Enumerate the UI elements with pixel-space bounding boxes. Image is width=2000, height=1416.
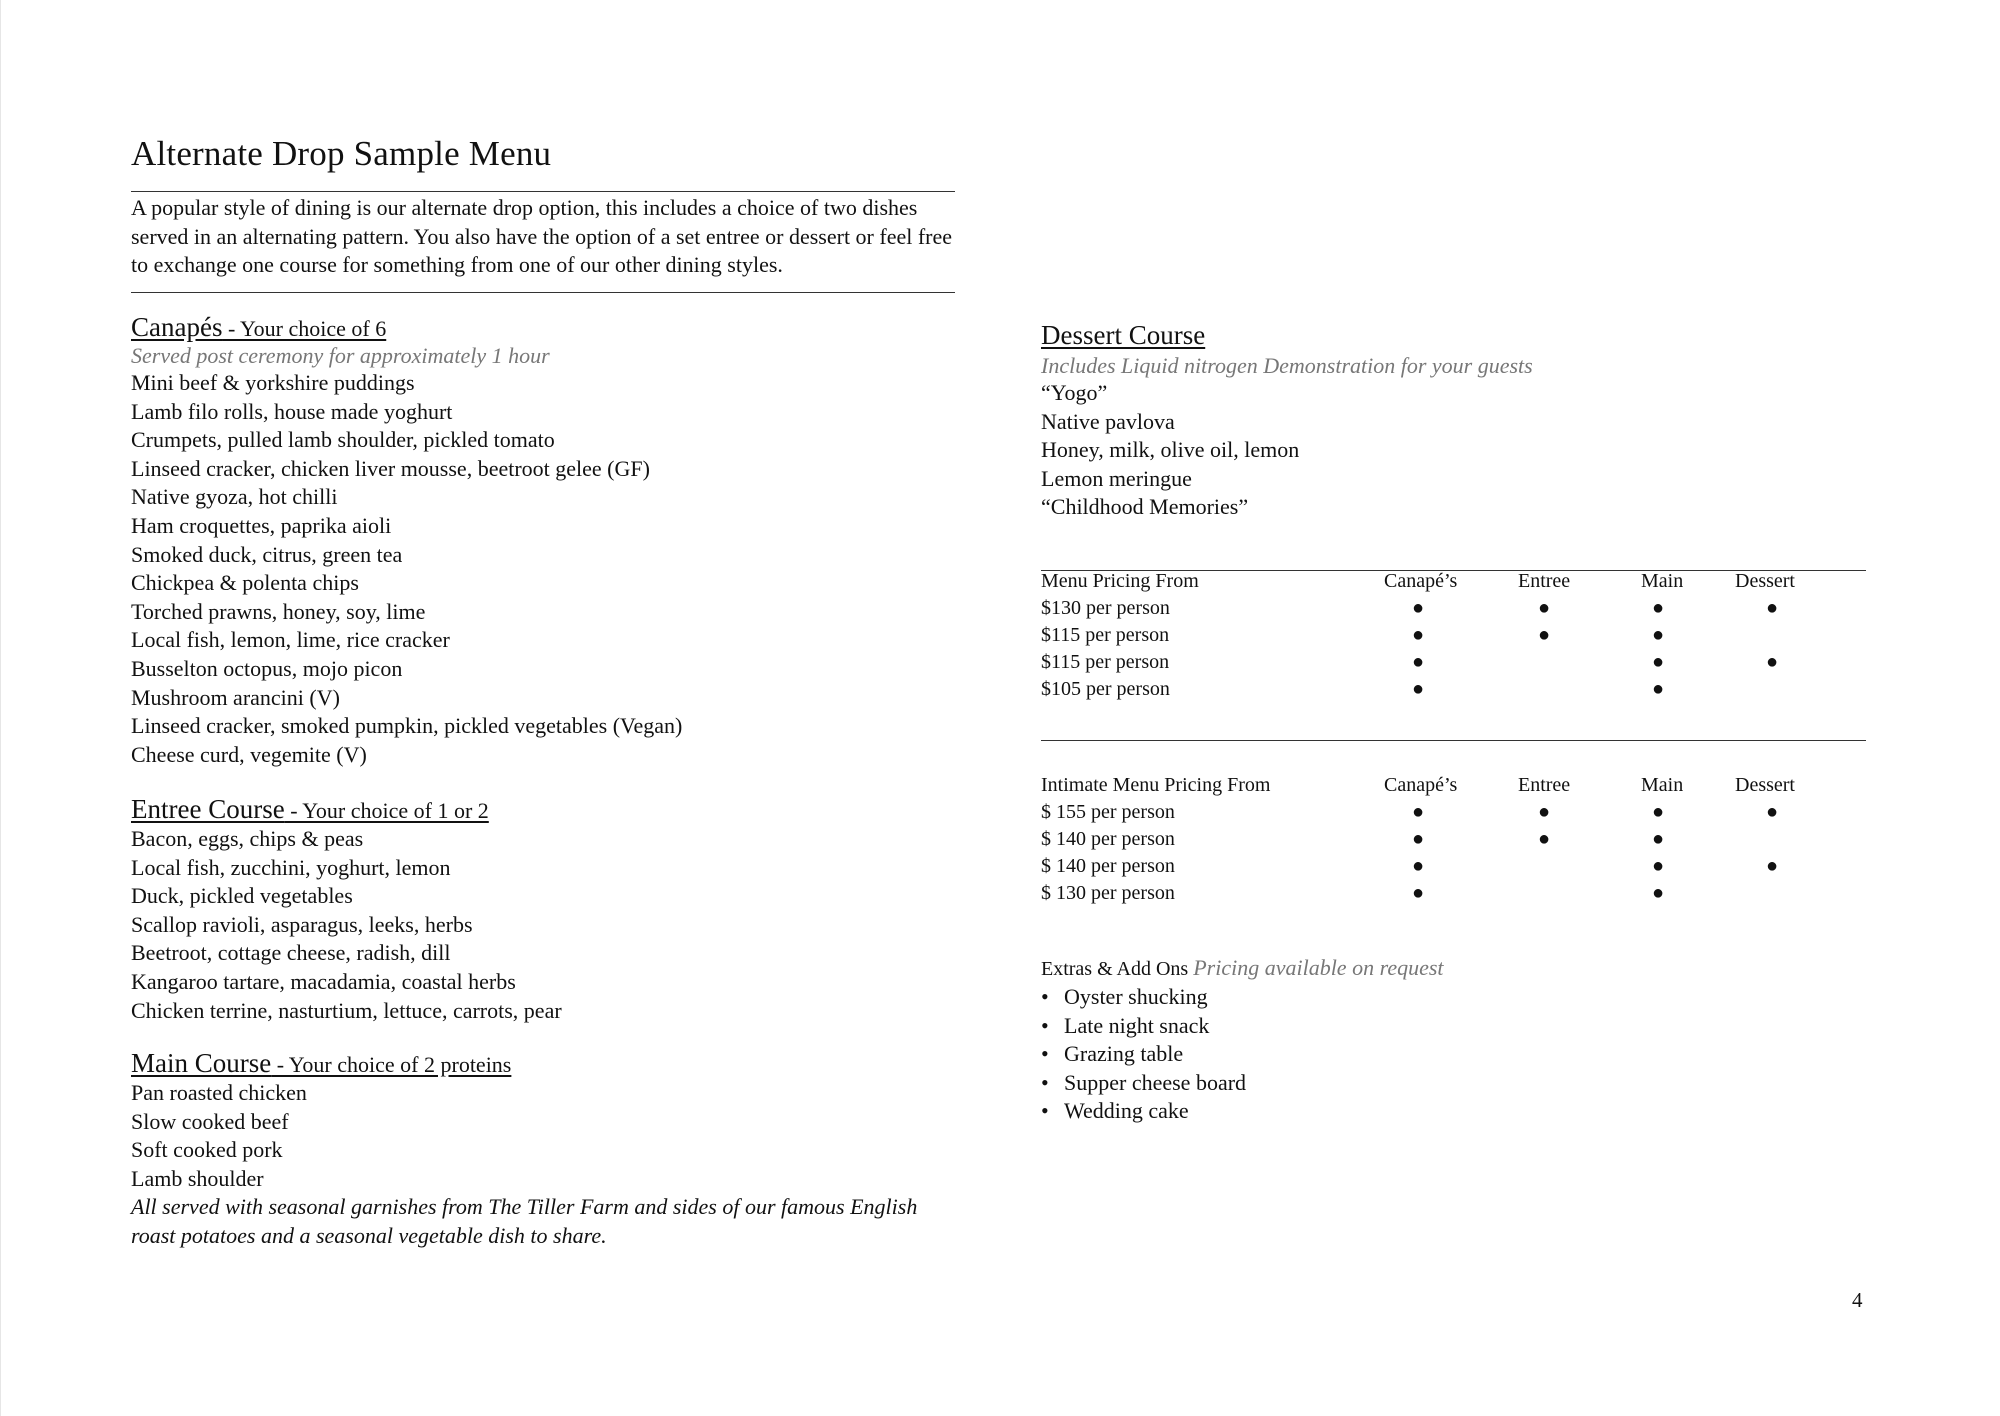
pricing-label: Menu Pricing From bbox=[1041, 570, 1199, 592]
intimate-pricing-row bbox=[1041, 801, 1866, 828]
intimate-pricing-mark: ● bbox=[1652, 828, 1665, 850]
entree-list bbox=[131, 825, 562, 1025]
list-item: Cheese curd, vegemite (V) bbox=[131, 741, 367, 767]
canapes-note: Served post ceremony for approximately 1 hour bbox=[131, 343, 550, 368]
intimate-pricing-price: $ 130 per person bbox=[1041, 882, 1175, 904]
list-item-text: Grazing table bbox=[1064, 1041, 1184, 1067]
pricing-row bbox=[1041, 678, 1866, 705]
list-item: Native gyoza, hot chilli bbox=[131, 484, 338, 510]
pricing-table bbox=[1041, 570, 1866, 705]
list-item: Native pavlova bbox=[1041, 408, 1175, 434]
intimate-pricing-row bbox=[1041, 882, 1866, 909]
intimate-pricing-mark: ● bbox=[1652, 882, 1665, 904]
pricing-price: $115 per person bbox=[1041, 651, 1170, 673]
list-item: Bacon, eggs, chips & peas bbox=[131, 826, 364, 851]
entree-heading-text: Entree Course bbox=[131, 794, 285, 824]
pricing-mark: ● bbox=[1412, 597, 1425, 619]
list-item bbox=[1041, 1069, 1444, 1098]
pricing-price: $105 per person bbox=[1041, 678, 1170, 700]
main-subheading: - Your choice of 2 proteins bbox=[271, 1052, 512, 1077]
list-item: Pan roasted chicken bbox=[131, 1080, 307, 1105]
list-item: Duck, pickled vegetables bbox=[131, 883, 353, 909]
intimate-pricing-header-row bbox=[1041, 774, 1866, 801]
list-item: Soft cooked pork bbox=[131, 1137, 283, 1163]
dessert-list bbox=[1041, 379, 1533, 522]
main-section bbox=[131, 1048, 917, 1251]
pricing-mark: ● bbox=[1412, 624, 1425, 646]
pricing-row bbox=[1041, 624, 1866, 651]
pricing-mark: ● bbox=[1766, 597, 1779, 619]
pricing-mark: ● bbox=[1538, 624, 1551, 646]
main-footnote-line: roast potatoes and a seasonal vegetable dish to share. bbox=[131, 1222, 607, 1248]
intimate-pricing-row bbox=[1041, 855, 1866, 882]
dessert-note: Includes Liquid nitrogen Demonstration for your guests bbox=[1041, 353, 1533, 378]
extras-note: Pricing available on request bbox=[1193, 955, 1444, 980]
list-item: Lemon meringue bbox=[1041, 465, 1192, 491]
pricing-mark: ● bbox=[1652, 597, 1665, 619]
list-item: Busselton octopus, mojo picon bbox=[131, 655, 403, 681]
pricing-col-dessert: Dessert bbox=[1735, 570, 1795, 592]
list-item: Chickpea & polenta chips bbox=[131, 570, 359, 596]
bullet-icon: • bbox=[1041, 1069, 1049, 1095]
intimate-pricing-rule bbox=[1041, 740, 1866, 741]
intimate-pricing-table bbox=[1041, 774, 1866, 909]
list-item: Mini beef & yorkshire puddings bbox=[131, 370, 415, 395]
pricing-header-row bbox=[1041, 570, 1866, 597]
intro-line: served in an alternating pattern. You also have the option of a set entree or dessert or feel free bbox=[131, 223, 953, 249]
intimate-pricing-price: $ 140 per person bbox=[1041, 828, 1175, 850]
extras-heading-text: Extras & Add Ons bbox=[1041, 958, 1194, 980]
pricing-col-canapes: Canapé’s bbox=[1384, 570, 1458, 592]
intro-line: to exchange one course for something from one of our other dining styles. bbox=[131, 252, 783, 278]
dessert-heading: Dessert Course bbox=[1041, 320, 1206, 350]
pricing-mark: ● bbox=[1652, 678, 1665, 700]
list-item: Honey, milk, olive oil, lemon bbox=[1041, 437, 1300, 463]
pricing-row bbox=[1041, 651, 1866, 678]
intimate-pricing-mark: ● bbox=[1652, 855, 1665, 877]
intimate-col-entree: Entree bbox=[1518, 774, 1571, 796]
list-item: Lamb filo rolls, house made yoghurt bbox=[131, 398, 453, 424]
pricing-mark: ● bbox=[1652, 651, 1665, 673]
main-list bbox=[131, 1079, 917, 1193]
list-item: Kangaroo tartare, macadamia, coastal herbs bbox=[131, 968, 516, 994]
dessert-section bbox=[1041, 320, 1533, 522]
page-title: Alternate Drop Sample Menu bbox=[131, 134, 552, 173]
pricing-mark: ● bbox=[1412, 678, 1425, 700]
extras-heading bbox=[1041, 955, 1444, 981]
intimate-col-canapes: Canapé’s bbox=[1384, 774, 1458, 796]
bullet-icon: • bbox=[1041, 1041, 1049, 1067]
list-item: Scallop ravioli, asparagus, leeks, herbs bbox=[131, 911, 473, 937]
main-footnote-line: All served with seasonal garnishes from The Tiller Farm and sides of our famous English bbox=[131, 1194, 918, 1220]
intimate-pricing-mark: ● bbox=[1538, 801, 1551, 823]
list-item: Linseed cracker, smoked pumpkin, pickled vegetables (Vegan) bbox=[131, 713, 683, 739]
intimate-pricing-price: $ 140 per person bbox=[1041, 855, 1175, 877]
intimate-pricing-mark: ● bbox=[1766, 801, 1779, 823]
bullet-icon: • bbox=[1041, 1012, 1049, 1038]
intimate-col-dessert: Dessert bbox=[1735, 774, 1795, 796]
main-footnote bbox=[131, 1193, 917, 1250]
list-item-text: Oyster shucking bbox=[1064, 984, 1208, 1009]
list-item: Smoked duck, citrus, green tea bbox=[131, 541, 403, 567]
main-heading-text: Main Course bbox=[131, 1048, 272, 1078]
list-item bbox=[1041, 1012, 1444, 1041]
entree-subheading: - Your choice of 1 or 2 bbox=[284, 798, 489, 823]
intimate-pricing-row bbox=[1041, 828, 1866, 855]
list-item: Lamb shoulder bbox=[131, 1165, 264, 1191]
intimate-col-main: Main bbox=[1641, 774, 1684, 796]
title-rule bbox=[131, 191, 955, 192]
pricing-mark: ● bbox=[1652, 624, 1665, 646]
list-item: Chicken terrine, nasturtium, lettuce, carrots, pear bbox=[131, 997, 562, 1023]
pricing-mark: ● bbox=[1412, 651, 1425, 673]
list-item-text: Supper cheese board bbox=[1064, 1069, 1247, 1095]
pricing-mark: ● bbox=[1766, 651, 1779, 673]
intimate-pricing-mark: ● bbox=[1412, 882, 1425, 904]
pricing-row bbox=[1041, 597, 1866, 624]
canapes-heading-text: Canapés bbox=[131, 312, 223, 342]
list-item: Mushroom arancini (V) bbox=[131, 684, 340, 710]
list-item bbox=[1041, 1040, 1444, 1069]
intro-paragraph bbox=[131, 194, 961, 280]
intimate-pricing-mark: ● bbox=[1412, 828, 1425, 850]
list-item-text: Late night snack bbox=[1064, 1012, 1210, 1038]
pricing-price: $130 per person bbox=[1041, 597, 1170, 619]
list-item: “Yogo” bbox=[1041, 380, 1108, 405]
list-item: Crumpets, pulled lamb shoulder, pickled tomato bbox=[131, 427, 555, 453]
intimate-pricing-mark: ● bbox=[1412, 855, 1425, 877]
canapes-list bbox=[131, 369, 682, 769]
intimate-pricing-label: Intimate Menu Pricing From bbox=[1041, 774, 1271, 796]
pricing-mark: ● bbox=[1538, 597, 1551, 619]
list-item: Beetroot, cottage cheese, radish, dill bbox=[131, 940, 451, 966]
list-item: “Childhood Memories” bbox=[1041, 494, 1249, 520]
list-item: Local fish, zucchini, yoghurt, lemon bbox=[131, 854, 451, 880]
intimate-pricing-mark: ● bbox=[1766, 855, 1779, 877]
bullet-icon: • bbox=[1041, 984, 1049, 1009]
intimate-pricing-mark: ● bbox=[1538, 828, 1551, 850]
list-item: Ham croquettes, paprika aioli bbox=[131, 512, 392, 538]
list-item bbox=[1041, 1097, 1444, 1126]
bullet-icon: • bbox=[1041, 1098, 1049, 1124]
list-item: Torched prawns, honey, soy, lime bbox=[131, 598, 426, 624]
extras-list bbox=[1041, 983, 1444, 1126]
intimate-pricing-mark: ● bbox=[1412, 801, 1425, 823]
pricing-price: $115 per person bbox=[1041, 624, 1170, 646]
intro-rule bbox=[131, 292, 955, 293]
page-number: 4 bbox=[1852, 1288, 1863, 1312]
intimate-pricing-price: $ 155 per person bbox=[1041, 801, 1175, 823]
canapes-heading bbox=[131, 312, 682, 343]
canapes-subheading: - Your choice of 6 bbox=[222, 316, 387, 341]
list-item: Local fish, lemon, lime, rice cracker bbox=[131, 627, 450, 653]
pricing-col-main: Main bbox=[1641, 570, 1684, 592]
list-item: Linseed cracker, chicken liver mousse, beetroot gelee (GF) bbox=[131, 455, 650, 481]
entree-section bbox=[131, 794, 562, 1025]
list-item-text: Wedding cake bbox=[1064, 1098, 1189, 1124]
list-item bbox=[1041, 983, 1444, 1012]
main-heading bbox=[131, 1048, 917, 1079]
list-item: Slow cooked beef bbox=[131, 1108, 289, 1134]
pricing-col-entree: Entree bbox=[1518, 570, 1571, 592]
canapes-section bbox=[131, 312, 682, 769]
intro-line: A popular style of dining is our alternate drop option, this includes a choice of two dishes bbox=[131, 195, 918, 220]
entree-heading bbox=[131, 794, 562, 825]
intimate-pricing-mark: ● bbox=[1652, 801, 1665, 823]
extras-section bbox=[1041, 955, 1444, 1126]
